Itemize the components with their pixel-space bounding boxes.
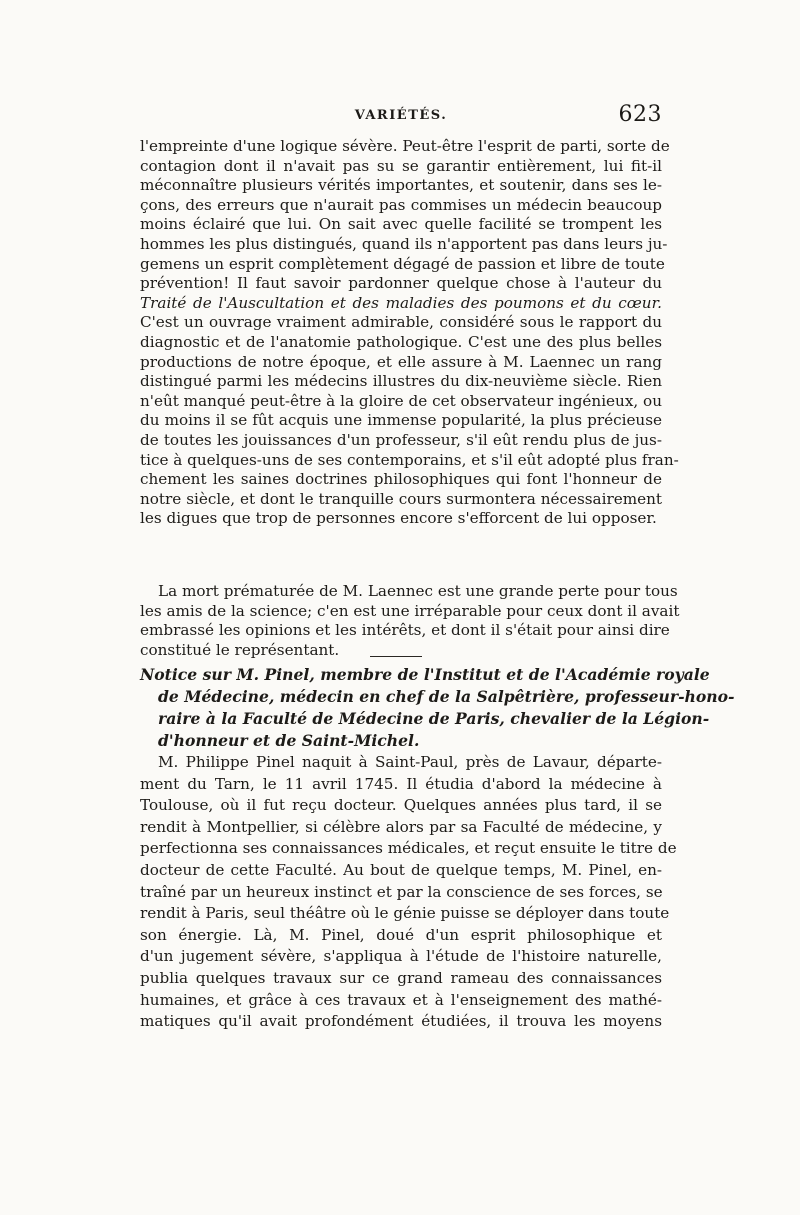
text-line: l'empreinte d'une logique sévère. Peut-être l'esprit de parti, sorte de bbox=[140, 137, 670, 155]
book-title-line: Traité de l'Auscultation et des maladies des poumons et du cœur. bbox=[140, 293, 662, 312]
text-line: perfectionna ses connaissances médicales, et reçut ensuite le titre de bbox=[140, 839, 677, 858]
text-line: M. Philippe Pinel naquit à Saint-Paul, près de Lavaur, départe- bbox=[158, 753, 662, 771]
text-line: gemens un esprit complètement dégagé de passion et libre de toute bbox=[140, 254, 665, 273]
text-line: notre siècle, et dont le tranquille cours surmontera nécessairement bbox=[140, 489, 662, 508]
text-line: distingué parmi les médecins illustres du dix-neuvième siècle. Rien bbox=[140, 372, 662, 391]
text-line: les amis de la science; c'en est une irréparable pour ceux dont il avait bbox=[140, 601, 680, 620]
running-title: VARIÉTÉS. bbox=[354, 108, 448, 123]
text-line: hommes les plus distingués, quand ils n'apportent pas dans leurs ju- bbox=[140, 234, 668, 253]
text-line: constitué le représentant. bbox=[140, 640, 340, 659]
text-line: ment du Tarn, le 11 avril 1745. Il étudia d'abord la médecine à bbox=[140, 774, 662, 793]
text-line: C'est un ouvrage vraiment admirable, considéré sous le rapport du bbox=[140, 313, 662, 332]
text-line: son énergie. Là, M. Pinel, doué d'un esprit philosophique et bbox=[140, 925, 662, 944]
text-line: les digues que trop de personnes encore s'efforcent de lui opposer. bbox=[140, 509, 657, 528]
text-line: diagnostic et de l'anatomie pathologique. C'est une des plus belles bbox=[140, 332, 662, 351]
text-line: matiques qu'il avait profondément étudiées, il trouva les moyens bbox=[140, 1012, 662, 1031]
text-line: prévention! Il faut savoir pardonner quelque chose à l'auteur du bbox=[140, 274, 662, 293]
text-line: humaines, et grâce à ces travaux et à l'enseignement des mathé- bbox=[140, 990, 662, 1009]
notice-heading bbox=[140, 664, 735, 752]
text-line: chement les saines doctrines philosophiques qui font l'honneur de bbox=[140, 470, 662, 489]
text-line: contagion dont il n'avait pas su se garantir entièrement, lui fit-il bbox=[140, 156, 662, 175]
paragraph-death bbox=[140, 582, 680, 660]
text-line: embrassé les opinions et les intérêts, et dont il s'était pour ainsi dire bbox=[140, 621, 670, 640]
text-line: publia quelques travaux sur ce grand rameau des connaissances bbox=[140, 968, 662, 987]
text-line: du moins il se fût acquis une immense popularité, la plus précieuse bbox=[140, 411, 662, 430]
heading-line: d'honneur et de Saint-Michel. bbox=[158, 731, 420, 750]
text-line: çons, des erreurs que n'aurait pas commises un médecin beaucoup bbox=[140, 195, 662, 214]
text-line: d'un jugement sévère, s'appliqua à l'étude de l'histoire naturelle, bbox=[140, 947, 662, 966]
text-line: docteur de cette Faculté. Au bout de quelque temps, M. Pinel, en- bbox=[140, 860, 662, 879]
text-line: méconnaître plusieurs vérités importantes, et soutenir, dans ses le- bbox=[140, 176, 662, 195]
text-line: productions de notre époque, et elle assure à M. Laennec un rang bbox=[140, 352, 662, 371]
text-line: de toutes les jouissances d'un professeur, s'il eût rendu plus de jus- bbox=[140, 430, 662, 449]
page-header bbox=[140, 102, 662, 130]
section-divider bbox=[370, 656, 422, 657]
heading-line: Notice sur M. Pinel, membre de l'Institut et de l'Académie royale bbox=[140, 665, 710, 684]
text-line: rendit à Montpellier, si célèbre alors par sa Faculté de médecine, y bbox=[140, 817, 662, 836]
text-line: rendit à Paris, seul théâtre où le génie puisse se déployer dans toute bbox=[140, 904, 670, 923]
text-line: traîné par un heureux instinct et par la conscience de ses forces, se bbox=[140, 882, 663, 901]
text-line: n'eût manqué peut-être à la gloire de cet observateur ingénieux, ou bbox=[140, 391, 662, 410]
paragraph-pinel bbox=[140, 752, 677, 1033]
text-line: La mort prématurée de M. Laennec est une grande perte pour tous bbox=[158, 582, 678, 600]
text-line: tice à quelques-uns de ses contemporains, et s'il eût adopté plus fran- bbox=[140, 450, 679, 469]
page-number: 623 bbox=[618, 102, 662, 127]
heading-line: de Médecine, médecin en chef de la Salpêtrière, professeur-hono- bbox=[158, 687, 735, 706]
text-line: Toulouse, où il fut reçu docteur. Quelques années plus tard, il se bbox=[140, 796, 662, 815]
text-line: moins éclairé que lui. On sait avec quelle facilité se trompent les bbox=[140, 215, 662, 234]
heading-line: raire à la Faculté de Médecine de Paris, chevalier de la Légion- bbox=[158, 709, 710, 728]
paragraph-laennec bbox=[140, 137, 679, 529]
